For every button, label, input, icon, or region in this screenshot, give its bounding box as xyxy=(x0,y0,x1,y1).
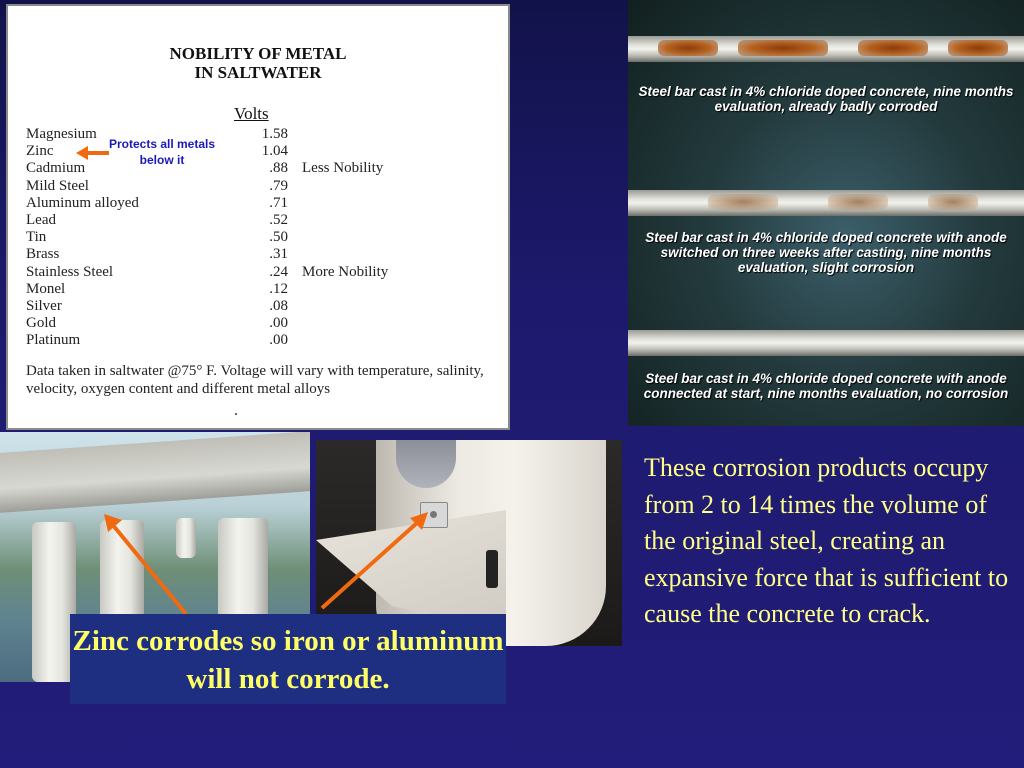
metal-volts: .71 xyxy=(269,194,288,211)
caption-clean: Steel bar cast in 4% chloride doped concrete with anode connected at start, nine months evaluation, no corrosion xyxy=(643,371,1009,401)
table-title xyxy=(8,44,508,82)
zinc-caption-box xyxy=(70,614,506,704)
metal-volts: .31 xyxy=(269,246,288,263)
protects-label: Protects all metals below it xyxy=(108,137,216,167)
table-row xyxy=(26,332,506,349)
table-footnote: Data taken in saltwater @75° F. Voltage will vary with temperature, salinity, velocity, oxygen content and different metal alloys xyxy=(26,363,484,397)
rust-spot xyxy=(858,40,928,56)
metal-name: Lead xyxy=(26,212,56,228)
table-row xyxy=(26,195,506,212)
metal-name: Tin xyxy=(26,229,47,246)
bridge-column xyxy=(176,518,196,558)
metal-name: Cadmium xyxy=(26,160,86,177)
volts-header: Volts xyxy=(234,104,269,123)
metal-volts: .79 xyxy=(269,177,288,194)
table-row xyxy=(26,281,506,298)
table-row xyxy=(26,160,506,177)
metal-volts: .24 xyxy=(269,263,288,280)
rust-spot xyxy=(658,40,718,56)
metal-name: Magnesium xyxy=(26,126,97,142)
metal-volts: .52 xyxy=(269,212,288,228)
footnote-dot: . xyxy=(234,402,238,419)
metal-name: Stainless Steel xyxy=(26,263,114,280)
metal-name: Gold xyxy=(26,315,56,332)
table-row xyxy=(26,298,506,315)
table-row xyxy=(26,246,506,263)
table-row xyxy=(26,315,506,332)
caption-corroded: Steel bar cast in 4% chloride doped concrete, nine months evaluation, already badly corroded xyxy=(638,84,1014,114)
bridge-deck xyxy=(0,432,310,513)
metal-volts: 1.04 xyxy=(261,143,288,160)
caption-slight: Steel bar cast in 4% chloride doped concrete with anode switched on three weeks after casting, nine months evaluation, slight corrosion xyxy=(645,230,1007,275)
metal-volts: .08 xyxy=(269,298,288,314)
steel-bar-corroded xyxy=(628,36,1024,62)
metal-volts: .12 xyxy=(269,280,288,297)
zinc-caption: Zinc corrodes so iron or aluminum will not corrode. xyxy=(72,625,504,695)
nobility-note: More Nobility xyxy=(302,263,389,280)
table-row xyxy=(26,229,506,246)
rust-spot xyxy=(708,194,778,210)
steel-bar-clean xyxy=(628,330,1024,356)
expansion-paragraph: These corrosion products occupy from 2 to 14 times the volume of the original steel, creating an expansive force that is sufficient to cause the concrete to crack. xyxy=(644,453,1009,628)
metal-name: Aluminum alloyed xyxy=(26,194,139,211)
nobility-note: Less Nobility xyxy=(302,160,384,177)
rust-spot xyxy=(828,194,888,210)
metal-name: Mild Steel xyxy=(26,177,89,194)
metal-name: Platinum xyxy=(26,332,81,349)
table-row xyxy=(26,178,506,195)
corrosion-photo-panel xyxy=(628,0,1024,426)
metal-name: Silver xyxy=(26,298,62,314)
steel-bar-slight xyxy=(628,190,1024,216)
outboard-vent xyxy=(486,550,498,588)
metal-volts: 1.58 xyxy=(261,126,288,142)
metal-name: Zinc xyxy=(26,143,54,160)
metal-name: Brass xyxy=(26,246,60,263)
nobility-table-panel xyxy=(6,4,510,430)
rust-spot xyxy=(928,194,978,210)
table-row xyxy=(26,264,506,281)
rust-spot xyxy=(738,40,828,56)
metal-volts: .50 xyxy=(269,229,288,246)
zinc-arrow-icon xyxy=(76,146,110,160)
table-row xyxy=(26,126,506,143)
metal-volts: .88 xyxy=(269,160,288,177)
metal-name: Monel xyxy=(26,280,66,297)
table-title-line2: IN SALTWATER xyxy=(194,63,322,82)
table-row xyxy=(26,212,506,229)
table-title-line1: NOBILITY OF METAL xyxy=(169,44,347,63)
metal-volts: .00 xyxy=(269,315,288,332)
zinc-anode xyxy=(420,502,448,528)
rust-spot xyxy=(948,40,1008,56)
metal-volts: .00 xyxy=(269,332,288,349)
